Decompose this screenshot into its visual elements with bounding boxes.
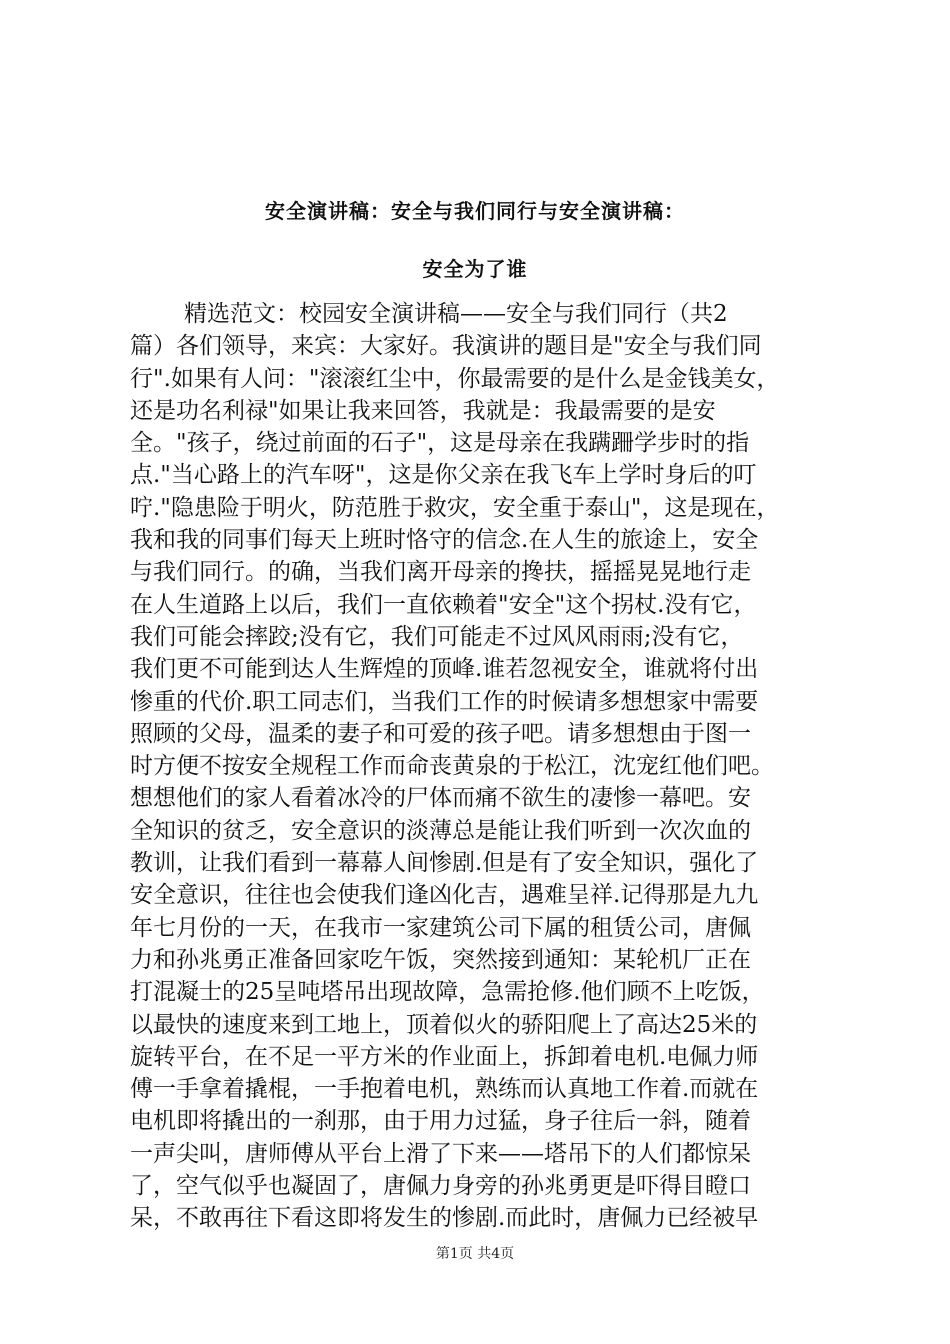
- body-line: 篇）各们领导，来宾：大家好。我演讲的题目是"安全与我们同: [130, 333, 762, 360]
- document-title-line-2: 安全为了谁: [422, 257, 528, 281]
- body-line: 傅一手拿着撬棍，一手抱着电机，熟练而认真地工作着.而就在: [130, 1076, 759, 1103]
- body-line: 照顾的父母，温柔的妻子和可爱的孩子吧。请多想想由于图一: [130, 720, 751, 747]
- body-line: 了，空气似乎也凝固了，唐佩力身旁的孙兆勇更是吓得目瞪口: [130, 1173, 751, 1200]
- body-text: [130, 298, 830, 1235]
- body-line: 呆，不敢再往下看这即将发生的惨剧.而此时，唐佩力已经被早: [130, 1205, 759, 1232]
- body-line: 以最快的速度来到工地上，顶着似火的骄阳爬上了高达25米的: [130, 1011, 758, 1038]
- body-line: 还是功名利禄"如果让我来回答，我就是：我最需要的是安: [130, 397, 716, 424]
- body-line: 精选范文：校园安全演讲稿——安全与我们同行（共2: [184, 301, 728, 327]
- body-line: 一声尖叫，唐师傅从平台上滑了下来——塔吊下的人们都惊呆: [130, 1140, 751, 1167]
- body-line: 与我们同行。的确，当我们离开母亲的搀扶，摇摇晃晃地行走: [130, 559, 751, 586]
- document-title-line-1: 安全演讲稿：安全与我们同行与安全演讲稿：: [265, 199, 685, 223]
- body-line: 行".如果有人问："滚滚红尘中，你最需要的是什么是金钱美女，: [130, 365, 780, 392]
- body-line: 电机即将撬出的一刹那，由于用力过猛，身子往后一斜，随着: [130, 1108, 751, 1135]
- body-line: 时方便不按安全规程工作而命丧黄泉的于松江，沈宠红他们吧。: [130, 753, 774, 780]
- body-line: 我和我的同事们每天上班时恪守的信念.在人生的旅途上，安全: [130, 527, 759, 554]
- body-line: 年七月份的一天，在我市一家建筑公司下属的租赁公司，唐佩: [130, 914, 751, 941]
- page-footer: 第1页 共4页: [435, 1246, 515, 1262]
- body-line: 咛."隐患险于明火，防范胜于救灾，安全重于泰山"，这是现在，: [130, 494, 780, 521]
- body-line: 惨重的代价.职工同志们，当我们工作的时候请多想想家中需要: [130, 688, 759, 715]
- body-line: 在人生道路上以后，我们一直依赖着"安全"这个拐杖.没有它，: [130, 591, 757, 618]
- body-line: 旋转平台，在不足一平方米的作业面上，拆卸着电机.电佩力师: [130, 1043, 759, 1070]
- body-line: 我们更不可能到达人生辉煌的顶峰.谁若忽视安全，谁就将付出: [130, 656, 759, 683]
- body-line: 打混凝士的25呈吨塔吊出现故障，急需抢修.他们顾不上吃饭，: [130, 979, 765, 1006]
- body-line: 力和孙兆勇正准备回家吃午饭，突然接到通知：某轮机厂正在: [130, 946, 751, 973]
- body-line: 点."当心路上的汽车呀"，这是你父亲在我飞车上学时身后的叮: [130, 462, 757, 489]
- body-line: 安全意识，往往也会使我们逢凶化吉，遇难呈祥.记得那是九九: [130, 882, 759, 909]
- body-line: 我们可能会摔跤;没有它，我们可能走不过风风雨雨;没有它，: [130, 623, 744, 650]
- body-line: 全。"孩子，绕过前面的石子"，这是母亲在我蹒跚学步时的指: [130, 430, 750, 457]
- body-line: 教训，让我们看到一幕幕人间惨剧.但是有了安全知识，强化了: [130, 850, 759, 877]
- body-line: 想想他们的家人看着冰冷的尸体而痛不欲生的凄惨一幕吧。安: [130, 785, 751, 812]
- body-line: 全知识的贫乏，安全意识的淡薄总是能让我们听到一次次血的: [130, 817, 751, 844]
